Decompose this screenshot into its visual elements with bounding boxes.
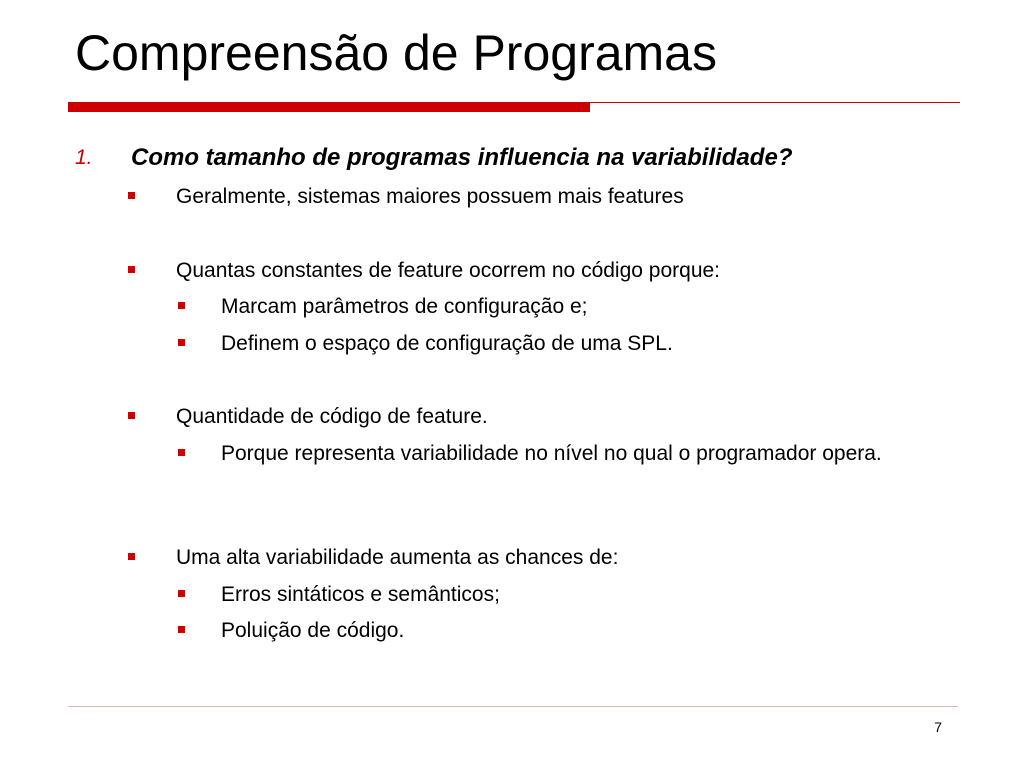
heading-number: 1.	[75, 146, 93, 169]
square-bullet-icon	[178, 339, 185, 346]
sub-bullet-text: Marcam parâmetros de configuração e;	[221, 295, 588, 318]
sub-bullet-text: Porque representa variabilidade no nível no qual o programador opera.	[221, 442, 882, 465]
heading-text: Como tamanho de programas influencia na variabilidade?	[131, 144, 793, 171]
bullet-text: Geralmente, sistemas maiores possuem mais features	[176, 185, 684, 208]
square-bullet-icon	[128, 412, 135, 419]
bullet-text: Quantas constantes de feature ocorrem no código porque:	[176, 259, 721, 282]
title-underline-thin	[590, 102, 960, 103]
slide-title: Compreensão de Programas	[75, 25, 717, 81]
sub-bullet-text: Definem o espaço de configuração de uma SPL.	[221, 332, 673, 355]
square-bullet-icon	[128, 553, 135, 560]
footer-divider	[68, 706, 958, 707]
sub-bullet-text: Poluição de código.	[221, 619, 405, 642]
square-bullet-icon	[128, 192, 135, 199]
square-bullet-icon	[178, 590, 185, 597]
square-bullet-icon	[178, 626, 185, 633]
bullet-text: Quantidade de código de feature.	[176, 405, 488, 428]
page-number: 7	[934, 719, 942, 735]
sub-bullet-text: Erros sintáticos e semânticos;	[221, 583, 500, 606]
square-bullet-icon	[178, 449, 185, 456]
square-bullet-icon	[128, 266, 135, 273]
title-underline-thick	[68, 102, 590, 112]
square-bullet-icon	[178, 302, 185, 309]
bullet-text: Uma alta variabilidade aumenta as chances de:	[176, 546, 619, 569]
